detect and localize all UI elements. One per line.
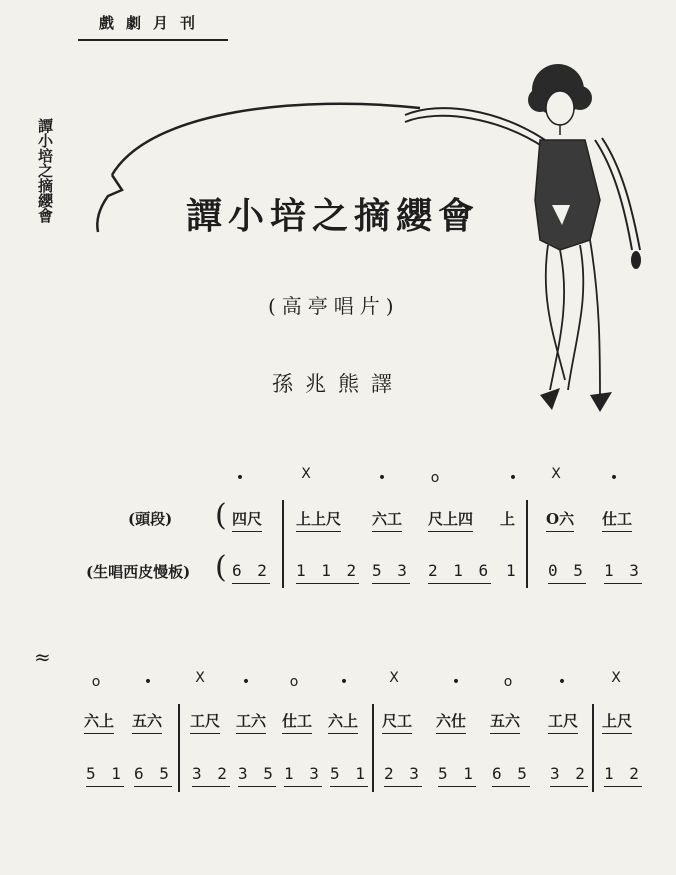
gongche-note: 尺工 [382,710,412,734]
gongche-note: O六 [546,508,574,532]
jianpu-note: 3 5 [238,764,276,787]
jianpu-note: 5 1 [438,764,476,787]
jianpu-note: 3 2 [192,764,230,787]
gongche-note: 上 [500,510,516,528]
gongche-note: 仕工 [602,508,632,532]
jianpu-note: 6 2 [232,561,270,584]
gongche-note: 六上 [328,710,358,734]
beat-mark: o [91,674,101,690]
gongche-note: 尺上四 [428,508,473,532]
open-bracket-bottom: ( [215,550,227,585]
jianpu-note: 1 3 [284,764,322,787]
gongche-note: 仕工 [282,710,312,734]
bar-line [178,704,180,792]
bar-line [592,704,594,792]
gongche-note: 六工 [372,508,402,532]
jianpu-note: 3 2 [550,764,588,787]
jianpu-note: 5 1 [86,764,124,787]
beat-mark: • [508,470,518,486]
beat-mark: o [430,470,440,486]
gongche-note: 六上 [84,710,114,734]
gongche-note: 五六 [132,710,162,734]
beat-mark: o [289,674,299,690]
beat-mark: • [609,470,619,486]
bar-line [526,500,528,588]
bar-line [372,704,374,792]
section-label: (頭段) [128,510,173,528]
gongche-note: 工尺 [548,710,578,734]
jianpu-note: 2 1 6 [428,561,491,584]
jianpu-note: 5 3 [372,561,410,584]
beat-mark: o [503,674,513,690]
beat-mark: • [377,470,387,486]
beat-mark: X [551,466,561,482]
beat-mark: X [389,670,399,686]
singing-style-label: (生唱西皮慢板) [86,563,191,581]
translator-credit: 孫兆熊譯 [272,372,404,396]
subtitle: (高亭唱片) [268,294,400,318]
beat-mark: • [339,674,349,690]
jianpu-note: 0 5 [548,561,586,584]
open-bracket-top: ( [215,498,227,533]
gongche-note: 四尺 [232,508,262,532]
beat-mark: • [557,674,567,690]
gongche-note: 五六 [490,710,520,734]
gongche-note: 工尺 [190,710,220,734]
gongche-note: 六仕 [436,710,466,734]
vertical-side-title: 譚小培之摘纓會 [36,118,54,223]
gongche-note: 上尺 [602,710,632,734]
beat-mark: X [195,670,205,686]
beat-mark: • [241,674,251,690]
gongche-note: 上上尺 [296,508,341,532]
beat-mark: X [301,466,311,482]
jianpu-note: 6 5 [492,764,530,787]
jianpu-note: 5 1 [330,764,368,787]
jianpu-note: 1 2 [604,764,642,787]
beat-mark: X [611,670,621,686]
beat-mark: • [143,674,153,690]
beat-mark: • [451,674,461,690]
gongche-note: 工六 [236,710,266,734]
publication-header: 戲劇月刊 [78,12,228,41]
jianpu-note: 1 3 [604,561,642,584]
main-title: 譚小培之摘纓會 [186,195,481,237]
jianpu-note: 2 3 [384,764,422,787]
jianpu-note: 6 5 [134,764,172,787]
beat-mark: • [235,470,245,486]
squiggle-mark: ≈ [34,645,51,669]
bar-line [282,500,284,588]
jianpu-note: 1 1 2 [296,561,359,584]
jianpu-note: 1 [506,561,516,580]
